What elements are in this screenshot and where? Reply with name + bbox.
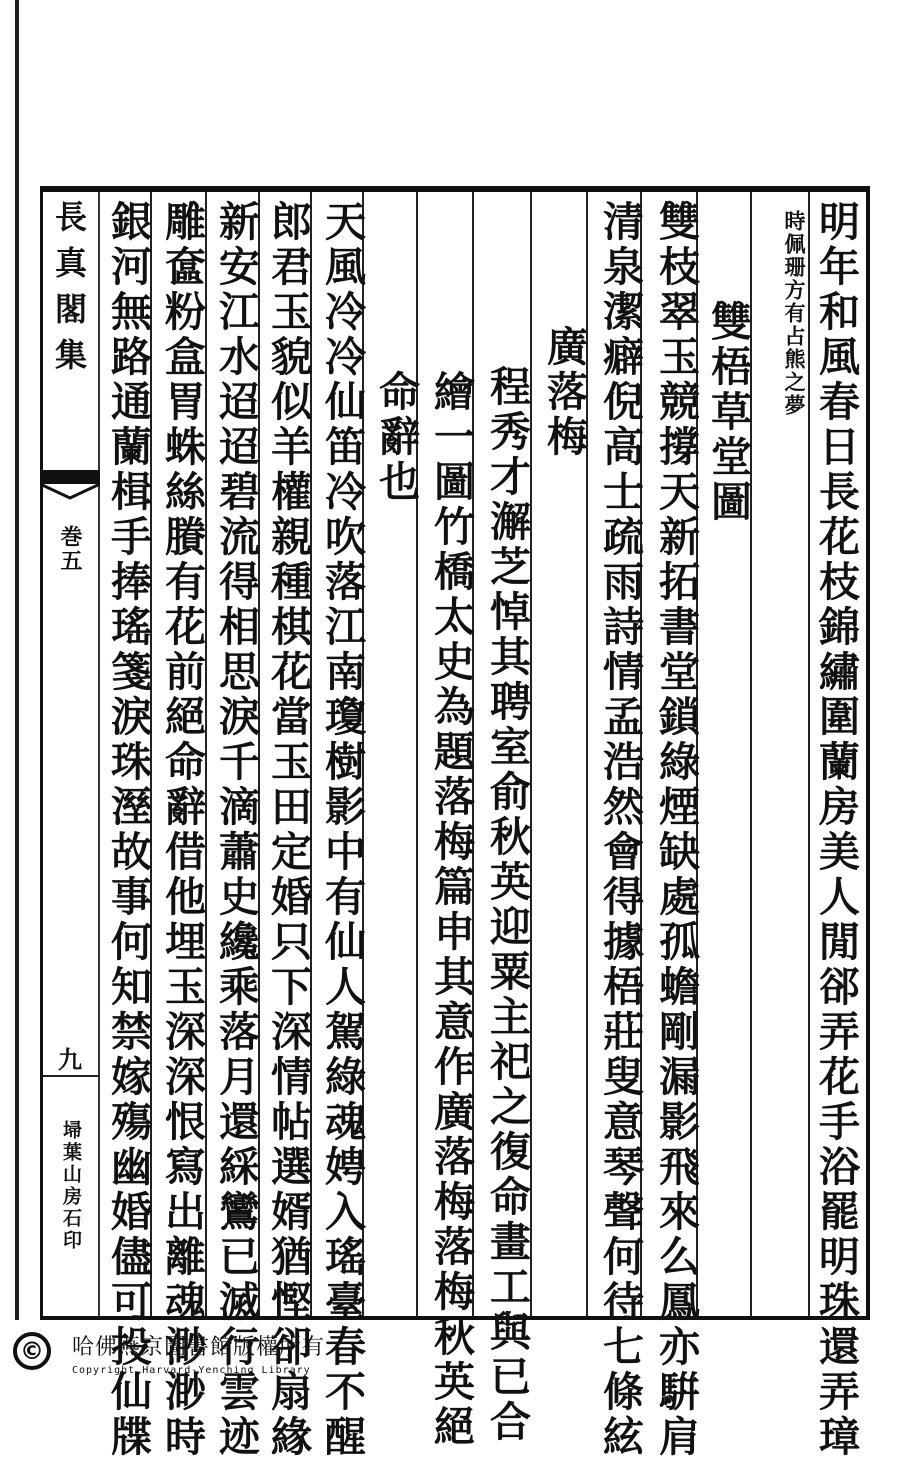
copyright-english: Copyright Harvard-Yenching Library <box>72 1365 311 1376</box>
frame-left-rule <box>40 186 43 1320</box>
poem-heading: 廣落梅 <box>540 325 588 460</box>
text-column: 雙枝翠玉競撐天新拓書堂鎖綠煙缺處孤蟾剛漏影飛來么鳳亦騈肩 <box>652 200 700 1460</box>
copyright-icon: © <box>13 1332 51 1370</box>
text-column: 清泉潔癖倪高士疏雨詩情孟浩然會得據梧莊叟意琴聲何待七條絃 <box>596 200 644 1460</box>
frame-top-rule <box>40 186 870 192</box>
book-title: 長真閣集 <box>50 200 88 384</box>
text-column: 明年和風春日長花枝錦繡圍蘭房美人閒郤弄花手浴罷明珠還弄璋 <box>812 200 860 1460</box>
text-column: 命辭也 <box>372 370 420 505</box>
text-column: 雕奩粉盒胃蛛絲賸有花前絕命辭借他埋玉深深恨寫出離魂渺渺時 <box>158 200 206 1460</box>
fish-tail-mark <box>40 470 100 500</box>
column-rule <box>808 192 810 1316</box>
margin-divider <box>98 192 100 1316</box>
text-column: 天風冷冷仙笛冷吹落江南瓊樹影中有仙人駕綠魂娉入瑤臺春不醒 <box>318 200 366 1460</box>
text-column: 程秀才澥芝悼其聘室俞秋英迎粟主祀之復命畫工與已合 <box>483 365 531 1445</box>
copyright-chinese: 哈佛燕京圖書館版權所有 <box>72 1335 326 1360</box>
volume-label: 巻五 <box>57 525 83 573</box>
text-column: 銀河無路通蘭楫手捧瑤箋淚珠溼故事何知禁嫁殤幽婚儘可投仙牒 <box>104 200 152 1460</box>
text-column: 新安江水迢迢碧流得相思淚千滴蕭史纔乘落月還綵鸞已滅行雲迹 <box>212 200 260 1460</box>
column-rule <box>416 192 418 1316</box>
poem-heading: 雙梧草堂圖 <box>704 300 752 525</box>
page-number: 九 <box>58 1045 82 1074</box>
text-column-note <box>782 210 806 417</box>
printer-imprint: 埽葉山房石印 <box>60 1120 82 1252</box>
page-number-rule <box>43 1075 100 1077</box>
text-column: 郎君玉貌似羊權親種棋花當玉田定婚只下深情帖選婿猶慳卻扇緣 <box>264 200 312 1460</box>
text-column: 繪一圖竹橋太史為題落梅篇申其意作廣落梅落梅秋英絕 <box>427 370 475 1450</box>
frame-right-rule <box>866 186 870 1320</box>
note-text: 時佩珊方有占熊之夢 <box>782 210 807 417</box>
outer-left-rule <box>15 0 19 1320</box>
